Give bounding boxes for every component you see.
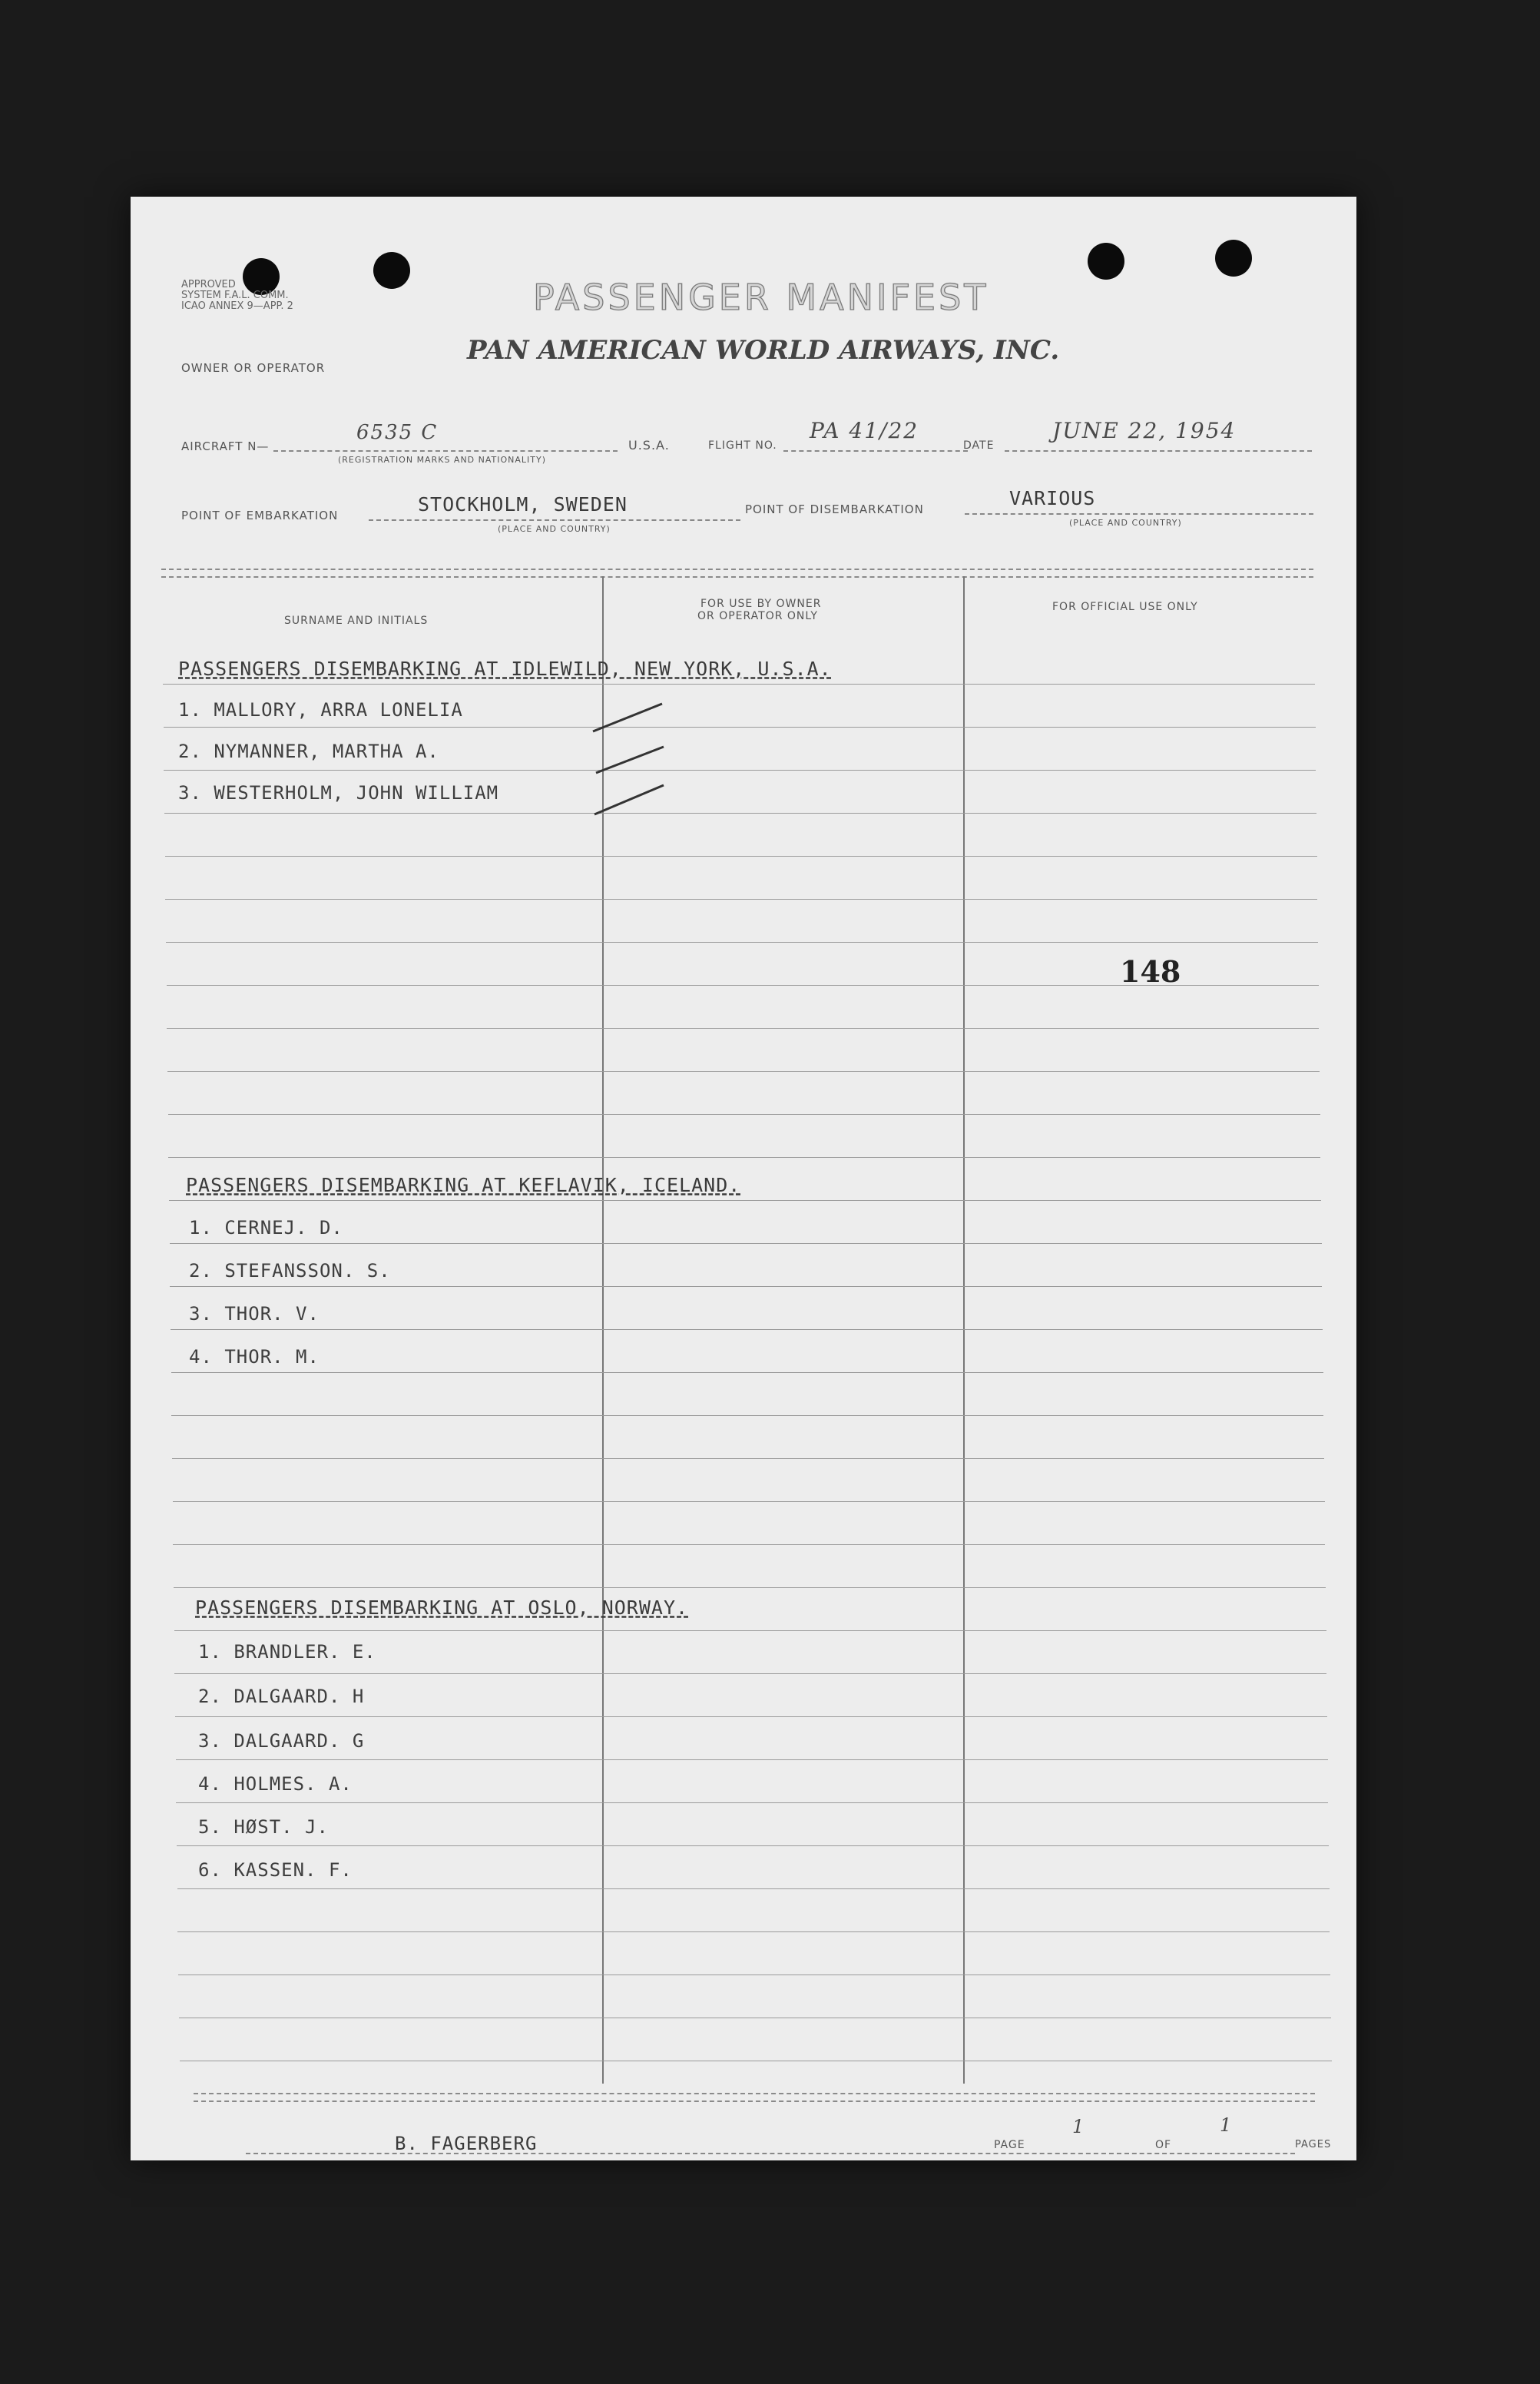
usa-label: U.S.A. bbox=[628, 438, 670, 453]
aircraft-sublabel: (REGISTRATION MARKS AND NATIONALITY) bbox=[338, 455, 547, 465]
row-line bbox=[174, 1630, 1326, 1631]
approval-line: SYSTEM F.A.L. COMM. bbox=[181, 290, 289, 301]
approval-line: ICAO ANNEX 9—APP. 2 bbox=[181, 300, 293, 312]
row-line bbox=[168, 1114, 1320, 1115]
row-line bbox=[173, 1544, 1325, 1545]
row-line bbox=[177, 1931, 1330, 1932]
row-line bbox=[177, 1888, 1330, 1889]
table-bottom-rule bbox=[194, 2093, 1315, 2094]
passenger-entry: 3. THOR. V. bbox=[189, 1303, 320, 1325]
pages-label: PAGES bbox=[1295, 2139, 1332, 2150]
row-line bbox=[176, 1759, 1328, 1760]
disembark-underline bbox=[965, 513, 1313, 515]
section-heading: PASSENGERS DISEMBARKING AT OSLO, NORWAY. bbox=[195, 1597, 689, 1619]
row-line bbox=[167, 1071, 1320, 1072]
punch-hole bbox=[1088, 243, 1124, 280]
passenger-entry: 5. HØST. J. bbox=[198, 1816, 329, 1838]
column-divider bbox=[963, 576, 965, 2084]
section-heading: PASSENGERS DISEMBARKING AT KEFLAVIK, ICELAND. bbox=[186, 1174, 741, 1196]
row-line bbox=[166, 942, 1318, 943]
row-line bbox=[170, 1286, 1322, 1287]
punch-hole bbox=[1215, 240, 1252, 277]
flight-underline bbox=[783, 450, 968, 452]
passenger-entry: 2. STEFANSSON. S. bbox=[189, 1260, 391, 1282]
embark-value: STOCKHOLM, SWEDEN bbox=[418, 493, 628, 516]
embark-sublabel: (PLACE AND COUNTRY) bbox=[498, 524, 611, 534]
manifest-sheet bbox=[131, 197, 1356, 2160]
row-line bbox=[168, 1157, 1320, 1158]
check-mark-icon bbox=[590, 688, 805, 819]
row-line bbox=[173, 1501, 1325, 1502]
section-heading: PASSENGERS DISEMBARKING AT IDLEWILD, NEW YORK, U.S.A. bbox=[178, 658, 832, 680]
disembark-sublabel: (PLACE AND COUNTRY) bbox=[1069, 518, 1182, 528]
column-header-owner: FOR USE BY OWNER bbox=[700, 598, 822, 610]
signature-underline bbox=[246, 2153, 1121, 2154]
row-line bbox=[174, 1587, 1326, 1588]
operator-name: PAN AMERICAN WORLD AIRWAYS, INC. bbox=[467, 335, 1060, 366]
row-line bbox=[163, 684, 1315, 685]
row-line bbox=[171, 1415, 1323, 1416]
row-line bbox=[165, 899, 1317, 900]
column-header-names: SURNAME AND INITIALS bbox=[284, 615, 429, 627]
aircraft-label: AIRCRAFT N— bbox=[181, 439, 270, 453]
passenger-entry: 4. HOLMES. A. bbox=[198, 1773, 353, 1795]
page-label: PAGE bbox=[994, 2139, 1025, 2151]
column-header-official: FOR OFFICIAL USE ONLY bbox=[1052, 601, 1198, 613]
of-label: OF bbox=[1155, 2139, 1172, 2151]
approval-line: APPROVED bbox=[181, 279, 236, 290]
owner-label: OWNER OR OPERATOR bbox=[181, 361, 326, 375]
column-header-owner: OR OPERATOR ONLY bbox=[697, 610, 818, 622]
approval-block bbox=[181, 280, 293, 312]
row-line bbox=[171, 1329, 1323, 1330]
passenger-entry: 2. DALGAARD. H bbox=[198, 1686, 365, 1707]
flight-label: FLIGHT NO. bbox=[708, 439, 777, 452]
row-line bbox=[170, 1243, 1322, 1244]
row-line bbox=[172, 1458, 1324, 1459]
flight-value: PA 41/22 bbox=[810, 418, 919, 443]
signature: B. FAGERBERG bbox=[395, 2133, 538, 2154]
form-title: PASSENGER MANIFEST bbox=[533, 277, 989, 318]
passenger-entry: 3. WESTERHOLM, JOHN WILLIAM bbox=[178, 782, 499, 804]
row-line bbox=[167, 1028, 1319, 1029]
passenger-entry: 1. BRANDLER. E. bbox=[198, 1641, 376, 1663]
page-underline bbox=[1124, 2153, 1295, 2154]
table-bottom-rule bbox=[194, 2101, 1315, 2102]
passenger-entry: 3. DALGAARD. G bbox=[198, 1730, 365, 1752]
passenger-entry: 2. NYMANNER, MARTHA A. bbox=[178, 741, 439, 762]
table-top-rule bbox=[161, 569, 1313, 570]
page-total: 1 bbox=[1220, 2114, 1234, 2136]
table-top-rule bbox=[161, 576, 1313, 578]
passenger-entry: 4. THOR. M. bbox=[189, 1346, 320, 1368]
disembark-label: POINT OF DISEMBARKATION bbox=[745, 502, 924, 516]
row-line bbox=[169, 1200, 1321, 1201]
aircraft-underline bbox=[273, 450, 618, 452]
row-line bbox=[171, 1372, 1323, 1373]
embark-underline bbox=[369, 519, 740, 521]
punch-hole bbox=[373, 252, 410, 289]
passenger-entry: 1. CERNEJ. D. bbox=[189, 1217, 343, 1238]
passenger-entry: 6. KASSEN. F. bbox=[198, 1859, 353, 1881]
row-line bbox=[174, 1673, 1326, 1674]
date-underline bbox=[1005, 450, 1312, 452]
date-value: JUNE 22, 1954 bbox=[1052, 418, 1237, 443]
row-line bbox=[175, 1716, 1327, 1717]
row-line bbox=[165, 856, 1317, 857]
disembark-value: VARIOUS bbox=[1009, 487, 1096, 509]
page-number: 1 bbox=[1072, 2116, 1086, 2137]
embark-label: POINT OF EMBARKATION bbox=[181, 509, 339, 522]
aircraft-value: 6535 C bbox=[356, 421, 439, 444]
passenger-entry: 1. MALLORY, ARRA LONELIA bbox=[178, 699, 463, 721]
date-label: DATE bbox=[963, 439, 995, 452]
row-line bbox=[177, 1845, 1329, 1846]
stamp-number: 148 bbox=[1120, 954, 1181, 989]
row-line bbox=[176, 1802, 1328, 1803]
